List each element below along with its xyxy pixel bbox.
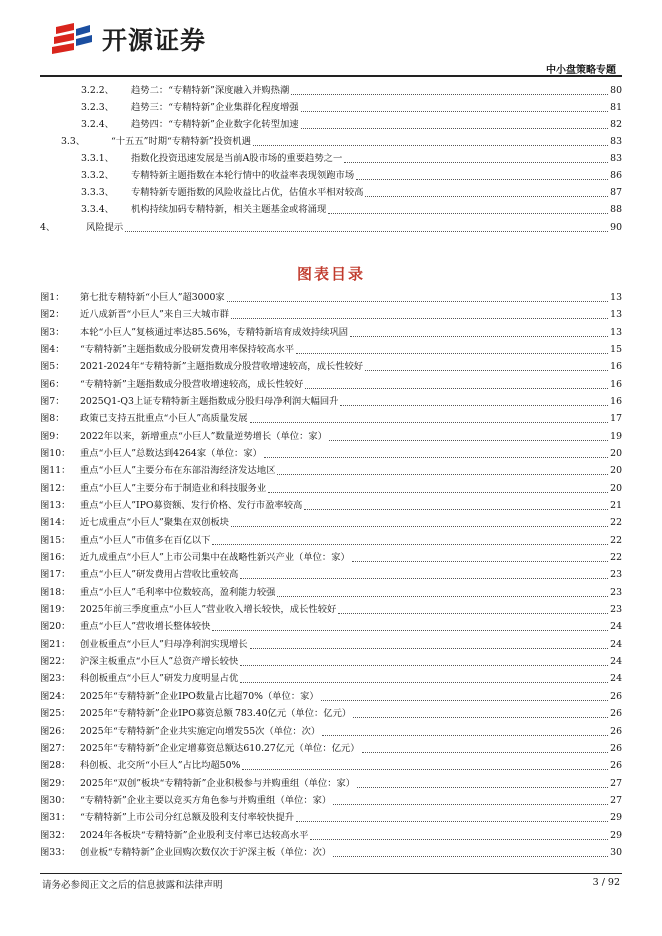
figure-title: 沪深主板重点“小巨人”总资产增长较快 bbox=[80, 656, 239, 667]
figure-leader-dots bbox=[353, 717, 608, 718]
toc-page: 88 bbox=[610, 204, 622, 215]
figure-entry[interactable] bbox=[40, 309, 622, 321]
toc-entry[interactable] bbox=[81, 119, 622, 131]
toc-leader-dots bbox=[301, 128, 609, 129]
figure-leader-dots bbox=[212, 630, 608, 631]
figure-number: 图2： bbox=[40, 309, 65, 320]
figure-page: 20 bbox=[610, 483, 622, 494]
toc-leader-dots bbox=[344, 162, 608, 163]
toc-leader-dots bbox=[253, 145, 608, 146]
figure-page: 24 bbox=[610, 621, 622, 632]
figure-page: 26 bbox=[610, 760, 622, 771]
figure-leader-dots bbox=[362, 752, 609, 753]
figure-entry[interactable] bbox=[40, 604, 622, 616]
figure-entry[interactable] bbox=[40, 465, 622, 477]
figure-leader-dots bbox=[310, 839, 608, 840]
figure-title: 近八成新晋“小巨人”来自三大城市群 bbox=[80, 309, 229, 320]
figure-page: 16 bbox=[610, 361, 622, 372]
figure-title: 创业板“专精特新”企业回购次数仅次于沪深主板（单位：次） bbox=[80, 847, 332, 858]
report-category: 中小盘策略专题 bbox=[546, 65, 616, 76]
figure-leader-dots bbox=[277, 596, 608, 597]
figure-page: 24 bbox=[610, 673, 622, 684]
figure-page: 30 bbox=[610, 847, 622, 858]
figure-number: 图1： bbox=[40, 292, 65, 303]
figure-leader-dots bbox=[357, 787, 608, 788]
figure-number: 图22： bbox=[40, 656, 71, 667]
footer-divider bbox=[40, 873, 622, 874]
figure-title: 重点“小巨人”主要分布于制造业和科技服务业 bbox=[80, 483, 267, 494]
toc-number: 3.2.4、 bbox=[81, 119, 114, 130]
figure-number: 图27： bbox=[40, 743, 71, 754]
figure-leader-dots bbox=[250, 422, 609, 423]
figure-leader-dots bbox=[268, 492, 608, 493]
toc-title: 趋势四：“专精特新”企业数字化转型加速 bbox=[131, 119, 299, 130]
toc-leader-dots bbox=[328, 213, 608, 214]
figure-page: 20 bbox=[610, 448, 622, 459]
figure-number: 图31： bbox=[40, 812, 71, 823]
figure-entry[interactable] bbox=[40, 795, 622, 807]
figure-page: 19 bbox=[610, 431, 622, 442]
figure-number: 图11： bbox=[40, 465, 71, 476]
figures-index-title: 图表目录 bbox=[296, 265, 365, 283]
toc-page: 80 bbox=[610, 85, 622, 96]
figure-number: 图25： bbox=[40, 708, 71, 719]
toc-title: “十五五”时期“专精特新”投资机遇 bbox=[111, 136, 251, 147]
figure-number: 图17： bbox=[40, 569, 71, 580]
figure-entry[interactable] bbox=[40, 552, 622, 564]
figure-page: 23 bbox=[610, 587, 622, 598]
figure-leader-dots bbox=[227, 301, 608, 302]
toc-number: 3.3.4、 bbox=[81, 204, 114, 215]
toc-leader-dots bbox=[301, 111, 609, 112]
toc-leader-dots bbox=[125, 231, 608, 232]
toc-leader-dots bbox=[291, 94, 608, 95]
figure-title: 政策已支持五批重点“小巨人”高质量发展 bbox=[80, 413, 248, 424]
toc-leader-dots bbox=[365, 196, 608, 197]
toc-title: 风险提示 bbox=[86, 222, 124, 233]
toc-page: 83 bbox=[610, 136, 622, 147]
figure-title: 2025年“专精特新”企业共实施定向增发55次（单位：次） bbox=[80, 726, 321, 737]
figure-entry[interactable] bbox=[40, 361, 622, 373]
figure-page: 23 bbox=[610, 569, 622, 580]
figure-title: “专精特新”主题指数成分股研发费用率保持较高水平 bbox=[80, 344, 295, 355]
figure-entry[interactable] bbox=[40, 517, 622, 529]
figure-page: 22 bbox=[610, 517, 622, 528]
figure-number: 图10： bbox=[40, 448, 71, 459]
figure-title: “专精特新”主题指数成分股营收增速较高，成长性较好 bbox=[80, 379, 304, 390]
figure-number: 图12： bbox=[40, 483, 71, 494]
figure-leader-dots bbox=[242, 769, 608, 770]
toc-number: 3.2.2、 bbox=[81, 85, 114, 96]
figure-leader-dots bbox=[321, 700, 608, 701]
figure-entry[interactable] bbox=[40, 673, 622, 685]
figure-page: 22 bbox=[610, 535, 622, 546]
figure-entry[interactable] bbox=[40, 691, 622, 703]
figure-page: 26 bbox=[610, 708, 622, 719]
toc-number: 3.3.2、 bbox=[81, 170, 114, 181]
figure-entry[interactable] bbox=[40, 413, 622, 425]
figure-number: 图23： bbox=[40, 673, 71, 684]
figure-leader-dots bbox=[350, 336, 608, 337]
figure-number: 图7： bbox=[40, 396, 65, 407]
figure-entry[interactable] bbox=[40, 760, 622, 772]
figure-number: 图3： bbox=[40, 327, 65, 338]
figure-title: 2022年以来，新增重点“小巨人”数量逆势增长（单位：家） bbox=[80, 431, 327, 442]
figure-number: 图26： bbox=[40, 726, 71, 737]
figure-number: 图19： bbox=[40, 604, 71, 615]
figure-page: 15 bbox=[610, 344, 622, 355]
figure-leader-dots bbox=[240, 682, 608, 683]
figure-number: 图4： bbox=[40, 344, 65, 355]
figure-entry[interactable] bbox=[40, 621, 622, 633]
figure-entry[interactable] bbox=[40, 830, 622, 842]
toc-title: 趋势二：“专精特新”深度融入并购热潮 bbox=[131, 85, 290, 96]
figure-page: 26 bbox=[610, 691, 622, 702]
toc-entry[interactable] bbox=[81, 102, 622, 114]
figure-title: 重点“小巨人”研发费用占营收比重较高 bbox=[80, 569, 239, 580]
figure-leader-dots bbox=[340, 405, 608, 406]
figure-value: 783.40 bbox=[234, 708, 268, 719]
figure-title: 2025年“双创”板块“专精特新”企业积极参与并购重组（单位：家） bbox=[80, 778, 356, 789]
figure-leader-dots bbox=[231, 526, 608, 527]
figure-title: 2025年前三季度重点“小巨人”营业收入增长较快，成长性较好 bbox=[80, 604, 337, 615]
figure-entry[interactable] bbox=[40, 812, 622, 824]
figure-leader-dots bbox=[333, 856, 608, 857]
figure-entry[interactable] bbox=[40, 656, 622, 668]
figure-number: 图32： bbox=[40, 830, 71, 841]
figure-leader-dots bbox=[338, 613, 608, 614]
figure-number: 图30： bbox=[40, 795, 71, 806]
toc-number: 3.3.1、 bbox=[81, 153, 114, 164]
toc-page: 83 bbox=[610, 153, 622, 164]
toc-title: 指数化投资迅速发展是当前A股市场的重要趋势之一 bbox=[131, 153, 343, 164]
toc-page: 82 bbox=[610, 119, 622, 130]
toc-number: 4、 bbox=[40, 222, 56, 233]
figure-entry[interactable] bbox=[40, 396, 622, 408]
figure-title: 2025Q1-Q3上证专精特新主题指数成分股归母净利润大幅回升 bbox=[80, 396, 339, 407]
figure-page: 29 bbox=[610, 812, 622, 823]
figure-leader-dots bbox=[240, 665, 608, 666]
figure-leader-dots bbox=[264, 457, 608, 458]
figure-page: 21 bbox=[610, 500, 622, 511]
figure-page: 29 bbox=[610, 830, 622, 841]
figure-entry[interactable] bbox=[40, 847, 622, 859]
toc-page: 81 bbox=[610, 102, 622, 113]
figure-title: 重点“小巨人”营收增长整体较快 bbox=[80, 621, 211, 632]
figure-page: 16 bbox=[610, 396, 622, 407]
figure-entry[interactable] bbox=[40, 500, 622, 512]
figure-title: 科创板、北交所“小巨人”占比均超50% bbox=[80, 760, 241, 771]
figure-entry[interactable] bbox=[40, 448, 622, 460]
figure-page: 24 bbox=[610, 639, 622, 650]
figure-page: 27 bbox=[610, 795, 622, 806]
figure-number: 图20： bbox=[40, 621, 71, 632]
figure-title: 重点“小巨人”总数达到4264家（单位：家） bbox=[80, 448, 262, 459]
toc-number: 3.3、 bbox=[61, 136, 86, 147]
figure-title: 重点“小巨人”主要分布在东部沿海经济发达地区 bbox=[80, 465, 276, 476]
figure-leader-dots bbox=[250, 648, 609, 649]
figure-leader-dots bbox=[365, 370, 608, 371]
figure-entry[interactable] bbox=[40, 431, 622, 443]
figure-leader-dots bbox=[296, 821, 608, 822]
figure-entry[interactable] bbox=[40, 639, 622, 651]
figure-title: 2024年各板块“专精特新”企业股利支付率已达较高水平 bbox=[80, 830, 309, 841]
figure-title: 第七批专精特新“小巨人”超3000家 bbox=[80, 292, 225, 303]
figure-number: 图6： bbox=[40, 379, 65, 390]
figure-page: 27 bbox=[610, 778, 622, 789]
figure-leader-dots bbox=[304, 509, 608, 510]
figure-title: 2025年“专精特新”企业IPO数量占比超70%（单位：家） bbox=[80, 691, 319, 702]
toc-entry[interactable] bbox=[81, 85, 622, 97]
figure-title-suffix: 亿元（单位：亿元） bbox=[267, 708, 352, 719]
figure-number: 图33： bbox=[40, 847, 71, 858]
figure-page: 26 bbox=[610, 726, 622, 737]
toc-entry[interactable] bbox=[81, 187, 622, 199]
toc-page: 86 bbox=[610, 170, 622, 181]
figure-number: 图14： bbox=[40, 517, 71, 528]
figure-leader-dots bbox=[333, 804, 608, 805]
figure-entry[interactable] bbox=[40, 708, 622, 720]
figure-title: 创业板重点“小巨人”归母净利润实现增长 bbox=[80, 639, 248, 650]
figure-leader-dots bbox=[322, 735, 608, 736]
figure-leader-dots bbox=[305, 388, 608, 389]
figure-number: 图9： bbox=[40, 431, 65, 442]
figure-title: 2025年“专精特新”企业定增募资总额达610.27亿元（单位：亿元） bbox=[80, 743, 360, 754]
brand-logo bbox=[50, 19, 206, 59]
toc-number: 3.2.3、 bbox=[81, 102, 114, 113]
figure-title: 重点“小巨人”市值多在百亿以下 bbox=[80, 535, 211, 546]
figure-leader-dots bbox=[277, 474, 608, 475]
toc-entry[interactable] bbox=[81, 153, 622, 165]
figure-page: 16 bbox=[610, 379, 622, 390]
figure-leader-dots bbox=[352, 561, 608, 562]
toc-title: 机构持续加码专精特新，相关主题基金或将涌现 bbox=[131, 204, 327, 215]
figure-leader-dots bbox=[240, 578, 608, 579]
page-number: 3 / 92 bbox=[592, 877, 620, 888]
toc-leader-dots bbox=[356, 179, 608, 180]
figure-title: 近七成重点“小巨人”聚集在双创板块 bbox=[80, 517, 229, 528]
figure-entry[interactable] bbox=[40, 379, 622, 391]
figure-title: 重点“小巨人”毛利率中位数较高，盈利能力较强 bbox=[80, 587, 276, 598]
figure-entry[interactable] bbox=[40, 743, 622, 755]
figure-number: 图28： bbox=[40, 760, 71, 771]
figure-title: 2021-2024年“专精特新”主题指数成分股营收增速较高，成长性较好 bbox=[80, 361, 364, 372]
figure-page: 17 bbox=[610, 413, 622, 424]
figure-page: 20 bbox=[610, 465, 622, 476]
figure-entry[interactable] bbox=[40, 344, 622, 356]
figure-number: 图8： bbox=[40, 413, 65, 424]
figure-title: 重点“小巨人”IPO募资额、发行价格、发行市盈率较高 bbox=[80, 500, 303, 511]
toc-page: 90 bbox=[610, 222, 622, 233]
figure-number: 图24： bbox=[40, 691, 71, 702]
figure-number: 图13： bbox=[40, 500, 71, 511]
figure-page: 13 bbox=[610, 327, 622, 338]
figure-number: 图21： bbox=[40, 639, 71, 650]
figure-title: “专精特新”上市公司分红总额及股利支付率较快提升 bbox=[80, 812, 295, 823]
toc-page: 87 bbox=[610, 187, 622, 198]
figure-entry[interactable] bbox=[40, 327, 622, 339]
toc-title: 趋势三：“专精特新”企业集群化程度增强 bbox=[131, 102, 299, 113]
brand-name: 开源证券 bbox=[102, 26, 207, 55]
kaiyuan-logo-icon bbox=[50, 19, 96, 59]
figure-number: 图29： bbox=[40, 778, 71, 789]
figure-page: 24 bbox=[610, 656, 622, 667]
figure-title: 科创板重点“小巨人”研发力度明显占优 bbox=[80, 673, 239, 684]
figure-number: 图18： bbox=[40, 587, 71, 598]
figure-page: 13 bbox=[610, 292, 622, 303]
figure-leader-dots bbox=[329, 440, 608, 441]
figure-page: 26 bbox=[610, 743, 622, 754]
figure-leader-dots bbox=[212, 544, 608, 545]
toc-title: 专精特新专题指数的风险收益比占优，估值水平相对较高 bbox=[131, 187, 364, 198]
figure-number: 图15： bbox=[40, 535, 71, 546]
figure-entry[interactable] bbox=[40, 726, 622, 738]
figure-entry[interactable] bbox=[40, 587, 622, 599]
figure-leader-dots bbox=[296, 353, 608, 354]
toc-entry[interactable] bbox=[61, 136, 622, 148]
figure-number: 图5： bbox=[40, 361, 65, 372]
figure-entry[interactable] bbox=[40, 483, 622, 495]
toc-number: 3.3.3、 bbox=[81, 187, 114, 198]
figure-title: “专精特新”企业主要以竞买方角色参与并购重组（单位：家） bbox=[80, 795, 332, 806]
figure-page: 22 bbox=[610, 552, 622, 563]
footer-disclaimer: 请务必参阅正文之后的信息披露和法律声明 bbox=[42, 880, 223, 891]
figure-entry[interactable] bbox=[40, 535, 622, 547]
toc-entry[interactable] bbox=[40, 222, 622, 234]
toc-entry[interactable] bbox=[81, 204, 622, 216]
figure-entry[interactable] bbox=[40, 292, 622, 304]
toc-entry[interactable] bbox=[81, 170, 622, 182]
figure-title: 近九成重点“小巨人”上市公司集中在战略性新兴产业（单位：家） bbox=[80, 552, 350, 563]
figure-page: 13 bbox=[610, 309, 622, 320]
figure-leader-dots bbox=[231, 318, 608, 319]
figure-number: 图16： bbox=[40, 552, 71, 563]
figure-page: 23 bbox=[610, 604, 622, 615]
figure-entry[interactable] bbox=[40, 569, 622, 581]
header-divider bbox=[40, 75, 622, 77]
figure-title: 本轮“小巨人”复核通过率达85.56%，专精特新培育成效持续巩固 bbox=[80, 327, 349, 338]
toc-title: 专精特新主题指数在本轮行情中的收益率表现领跑市场 bbox=[131, 170, 355, 181]
figure-entry[interactable] bbox=[40, 778, 622, 790]
figure-title: 2025年“专精特新”企业IPO募资总额 bbox=[80, 708, 233, 719]
